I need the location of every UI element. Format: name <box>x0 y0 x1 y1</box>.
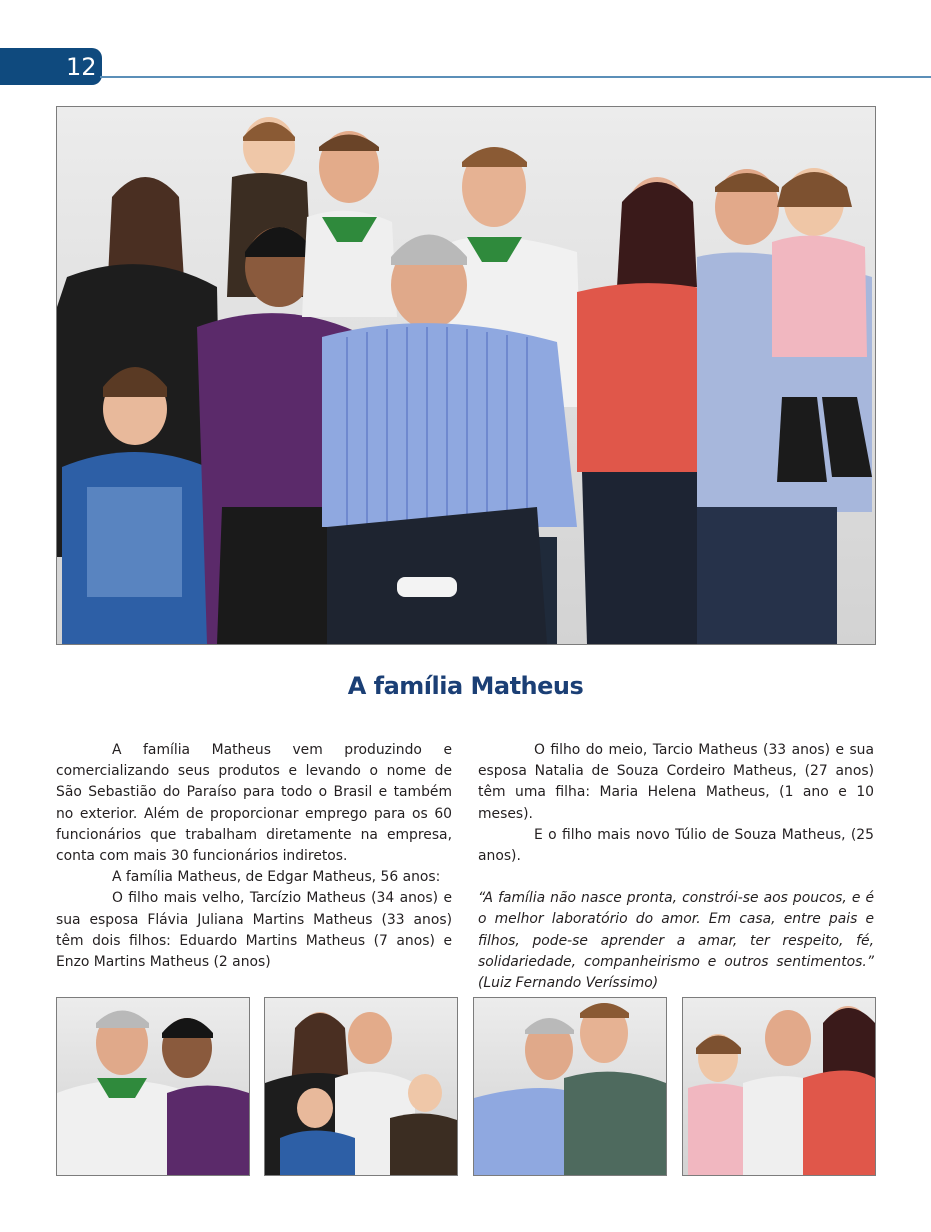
paragraph: E o filho mais novo Túlio de Souza Matheus, (25 anos). <box>478 826 874 865</box>
article-title: A família Matheus <box>347 672 584 700</box>
paragraph: O filho do meio, Tarcio Matheus (33 anos) e sua esposa Natalia de Souza Cordeiro Matheus, (27 anos) têm uma filha: Maria Helena Matheus, (1 ano e 10 meses). <box>478 742 874 822</box>
page-number: 12 <box>66 53 97 81</box>
photo-father-son <box>473 997 667 1176</box>
quote: “A família não nasce pronta, constrói-se aos poucos, e é o melhor laboratório do amor. Em casa, entre pais e filhos, pode-se aprender a amar, ter respeito, fé, solidariedade, companheirismo e outros sentimentos.” (Luiz Fernando Veríssimo) <box>478 890 874 992</box>
paragraph <box>56 740 452 867</box>
photo-couple-daughter <box>682 997 876 1176</box>
right-column <box>478 740 874 994</box>
paragraph: O filho mais velho, Tarcízio Matheus (34 anos) e sua esposa Flávia Juliana Martins Matheus (33 anos) têm dois filhos: Eduardo Martins Matheus (7 anos) e Enzo Martins Matheus (2 anos) <box>56 890 452 971</box>
photo-couple <box>56 997 250 1176</box>
photo-parents-children <box>264 997 458 1176</box>
paragraph-text: A família Matheus vem produzindo e comercializando seus produtos e levando o nome de São Sebastião do Paraíso para todo o Brasil e também no exterior. Além de proporcionar emprego para os 60 funcionários que trabalham diretamente na empresa, conta com mais 30 funcionários indiretos. <box>56 742 452 865</box>
header-rule <box>100 76 931 78</box>
paragraph: A família Matheus, de Edgar Matheus, 56 anos: <box>112 869 441 886</box>
family-group-photo <box>56 106 876 645</box>
left-column <box>56 740 452 973</box>
